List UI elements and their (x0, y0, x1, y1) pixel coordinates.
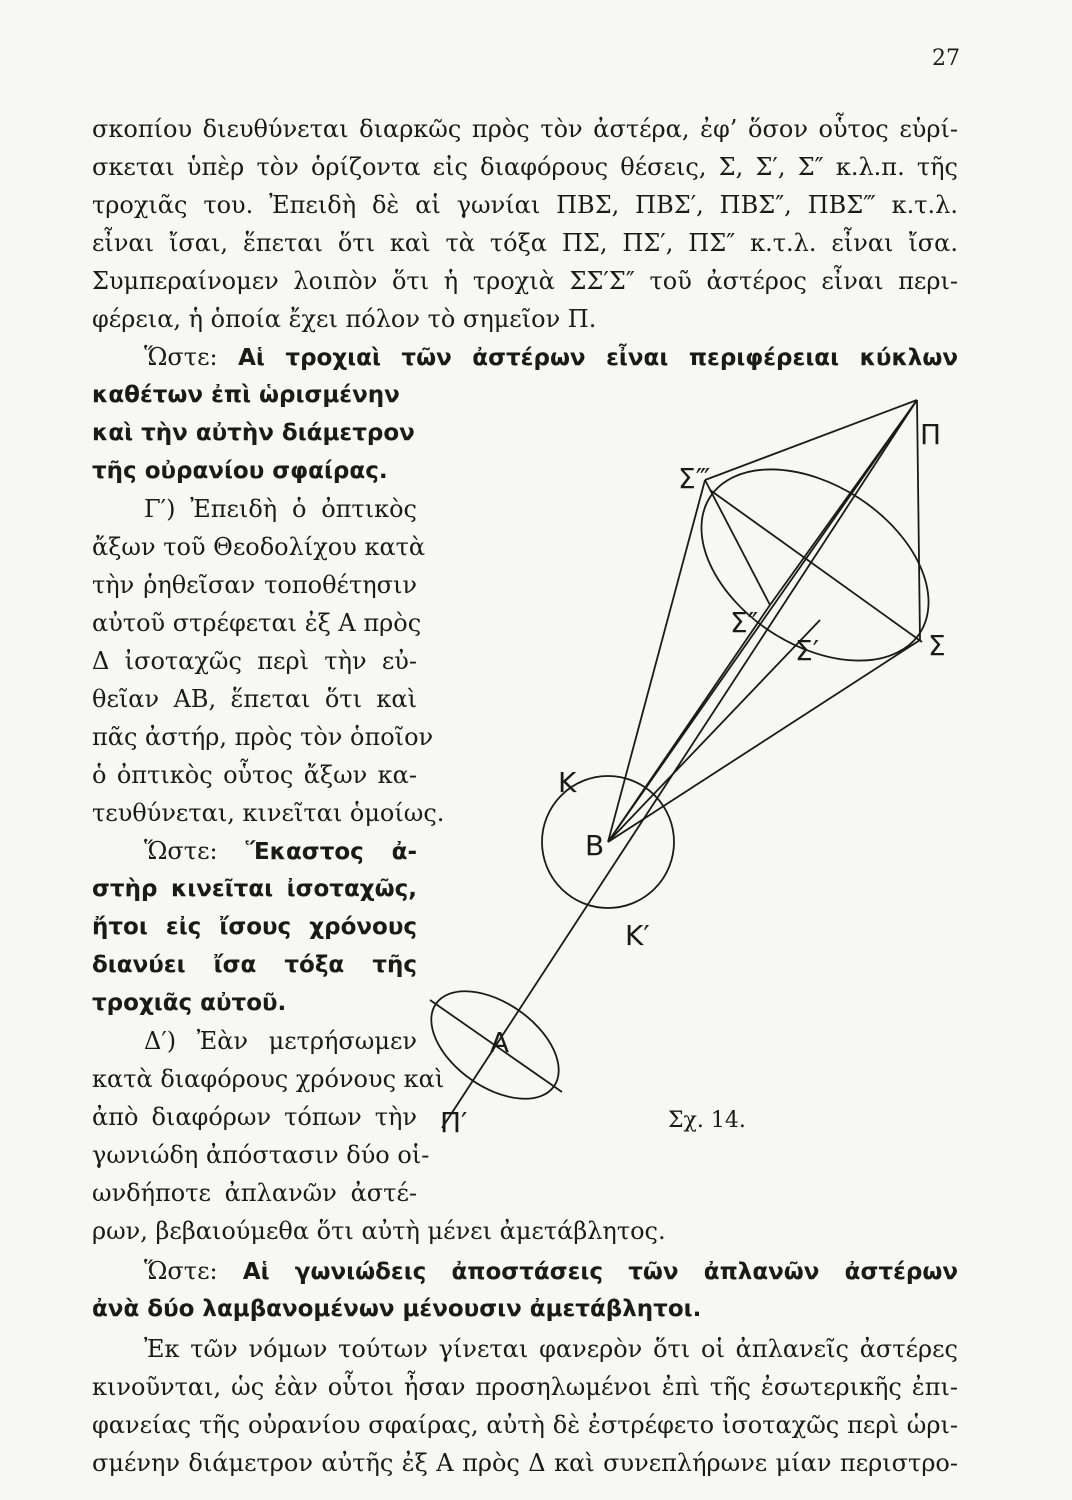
text-line: ἀπὸ διαφόρων τόπων τὴν (92, 1103, 417, 1131)
conclusion-line: ἀνὰ δύο λαμβανομένων μένουσιν ἀμετάβλητοι. (92, 1296, 702, 1322)
text-line: ἄξων τοῦ Θεοδολίχου κατὰ (92, 533, 426, 561)
text-line: τὴν ῥηθεῖσαν τοποθέτησιν (92, 571, 417, 599)
cone-line (705, 400, 917, 480)
label-pi-prime: Π′ (440, 1106, 468, 1139)
conclusion-line: καὶ τὴν αὐτὴν διάμετρον (92, 420, 415, 446)
orbit-diameter (705, 480, 770, 605)
label-sigma-double: Σ″ (730, 606, 759, 639)
conclusion-text: Αἱ τροχιαὶ τῶν ἀστέρων εἶναι περιφέρειαι κύκλων (238, 345, 958, 371)
text-line: τροχιᾶς του. Ἐπειδὴ δὲ αἱ γωνίαι ΠΒΣ, ΠΒΣ′, ΠΒΣ″, ΠΒΣ‴ κ.τ.λ. (92, 191, 958, 219)
conclusion-line (92, 340, 958, 375)
conclusion-lead: Ὥστε: (144, 837, 218, 865)
conclusion-line: ἤτοι εἰς ἴσους χρόνους (92, 914, 417, 940)
text-line: σκοπίου διευθύνεται διαρκῶς πρὸς τὸν ἀστέρα, ἐφ’ ὅσον οὗτος εὑρί- (92, 115, 958, 143)
text-line: ωνδήποτε ἀπλανῶν ἀστέ- (92, 1179, 417, 1207)
text-line: κατὰ διαφόρους χρόνους καὶ (92, 1065, 445, 1093)
celestial-sphere-diagram (400, 380, 980, 1140)
text-line: Δ ἰσοταχῶς περὶ τὴν εὐ- (92, 647, 417, 675)
figure-caption: Σχ. 14. (668, 1108, 746, 1133)
label-k-prime: Κ′ (625, 919, 650, 952)
label-k: Κ (558, 766, 577, 799)
cone-line (770, 400, 917, 605)
cone-line (608, 620, 820, 842)
text-line: φέρεια, ἡ ὁποία ἔχει πόλον τὸ σημεῖον Π. (92, 305, 597, 333)
label-b: Β (585, 829, 605, 862)
text-line: σκεται ὑπὲρ τὸν ὁρίζοντα εἰς διαφόρους θέσεις, Σ, Σ′, Σ″ κ.λ.π. τῆς (92, 153, 958, 181)
axis-line (442, 400, 917, 1128)
text-line: Γ′) Ἐπειδὴ ὁ ὀπτικὸς (144, 495, 417, 523)
text-line: αὐτοῦ στρέφεται ἐξ Α πρὸς (92, 609, 422, 637)
conclusion-line: διανύει ἴσα τόξα τῆς (92, 952, 417, 978)
conclusion-lead: Ὥστε: (144, 343, 218, 371)
text-line: κινοῦνται, ὡς ἐὰν οὗτοι ἦσαν προσηλωμένοι ἐπὶ τῆς ἐσωτερικῆς ἐπι- (92, 1373, 958, 1401)
conclusion-line: καθέτων ἐπὶ ὡρισμένην (92, 382, 400, 408)
label-pi: Π (920, 418, 942, 451)
text-line: ὁ ὀπτικὸς οὗτος ἄξων κα- (92, 761, 417, 789)
conclusion-line (92, 834, 417, 869)
conclusion-text: Αἱ γωνιώδεις ἀποστάσεις τῶν ἀπλανῶν ἀστέρων (242, 1259, 958, 1285)
conclusion-line: τῆς οὐρανίου σφαίρας. (92, 458, 388, 484)
text-line: γωνιώδη ἀπόστασιν δύο οἱ- (92, 1141, 430, 1169)
label-sigma-prime: Σ′ (795, 634, 820, 667)
text-line: ρων, βεβαιούμεθα ὅτι αὐτὴ μένει ἀμετάβλητος. (92, 1217, 666, 1245)
conclusion-line (92, 1254, 958, 1289)
text-line: θεῖαν ΑΒ, ἕπεται ὅτι καὶ (92, 685, 417, 713)
conclusion-line: στὴρ κινεῖται ἰσοταχῶς, (92, 876, 417, 902)
text-line: Δ′) Ἐὰν μετρήσωμεν (144, 1027, 417, 1055)
text-line: τευθύνεται, κινεῖται ὁμοίως. (92, 799, 445, 827)
text-line: σμένην διάμετρον αὐτῆς ἐξ Α πρὸς Δ καὶ συνεπλήρωνε μίαν περιστρο- (92, 1449, 958, 1477)
text-line: πᾶς ἀστήρ, πρὸς τὸν ὁποῖον (92, 723, 434, 751)
cone-line (608, 605, 770, 842)
text-line: Ἐκ τῶν νόμων τούτων γίνεται φανερὸν ὅτι οἱ ἀπλανεῖς ἀστέρες (144, 1335, 958, 1363)
text-line: φανείας τῆς οὐρανίου σφαίρας, αὐτὴ δὲ ἐστρέφετο ἰσοταχῶς περὶ ὡρι- (92, 1411, 958, 1439)
label-sigma-triple: Σ‴ (678, 462, 711, 495)
conclusion-text: Ἕκαστος ἀ- (245, 839, 417, 865)
label-sigma: Σ (928, 629, 946, 662)
conclusion-lead: Ὥστε: (144, 1257, 218, 1285)
label-a: Α (490, 1026, 510, 1059)
text-line: Συμπεραίνομεν λοιπὸν ὅτι ἡ τροχιὰ ΣΣ′Σ″ τοῦ ἀστέρος εἶναι περι- (92, 267, 958, 295)
conclusion-line: τροχιᾶς αὐτοῦ. (92, 990, 287, 1016)
text-line: εἶναι ἴσαι, ἕπεται ὅτι καὶ τὰ τόξα ΠΣ, ΠΣ′, ΠΣ″ κ.τ.λ. εἶναι ἴσα. (92, 229, 958, 257)
page-number: 27 (932, 46, 960, 71)
